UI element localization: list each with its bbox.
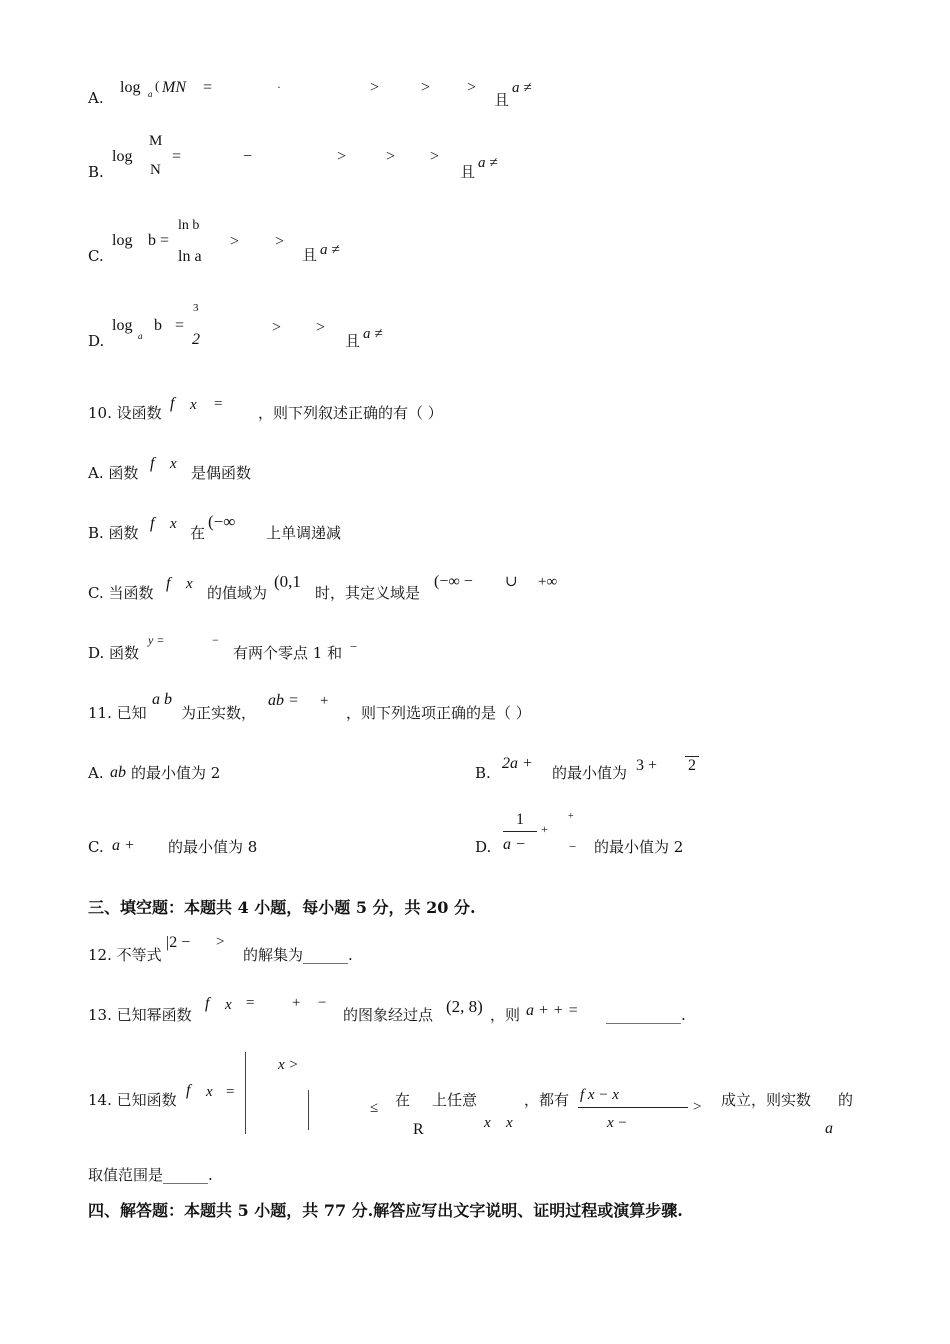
math-fragment: + [320, 693, 329, 709]
math-fragment: (−∞ [208, 512, 236, 531]
option-label: C. [88, 838, 104, 856]
math-fragment: MN [162, 79, 186, 96]
math-fragment: > [230, 233, 240, 250]
math-fragment: f [150, 455, 155, 472]
math-fragment: x [170, 516, 177, 532]
math-fragment: > [316, 319, 326, 336]
option-label: A. [88, 89, 104, 107]
option-label: A. 函数 [88, 464, 139, 482]
option-label: B. [475, 764, 491, 782]
math-fragment: 且 [494, 91, 510, 109]
math-fragment: = [226, 1084, 235, 1100]
math-fragment: f [150, 515, 155, 532]
question-stem: 11. 已知 [88, 704, 147, 722]
question-stem: ，则下列选项正确的是（ ） [346, 704, 531, 722]
math-fragment: = [172, 148, 182, 165]
option-text: 有两个零点 1 和 [233, 644, 343, 662]
math-fragment: log [112, 148, 133, 165]
question-stem: 10. 设函数 [88, 404, 162, 422]
math-fragment: = [203, 79, 213, 96]
math-fragment: (2, 8) [446, 997, 483, 1016]
option-label: D. [475, 838, 492, 856]
math-fragment: +∞ [538, 574, 558, 590]
math-fragment: − [350, 639, 358, 654]
math-fragment: a [148, 89, 153, 99]
math-fragment: x − [607, 1115, 628, 1131]
math-fragment: a ≠ [512, 80, 532, 96]
math-fragment: = [214, 396, 223, 412]
question-stem: 13. 已知幂函数 [88, 1006, 192, 1024]
math-fragment: ≤ [370, 1100, 379, 1116]
piecewise-brace-left [245, 1052, 246, 1134]
math-fragment: 1 [516, 811, 524, 828]
math-fragment: a + + = [526, 1002, 579, 1019]
math-fragment: > [386, 148, 396, 165]
math-fragment: 且 [345, 332, 361, 350]
math-fragment: x [190, 397, 197, 413]
math-fragment: 2 [192, 331, 200, 348]
math-fragment: 2a + [502, 755, 533, 772]
math-fragment: ( [155, 78, 160, 93]
math-fragment: 3 [193, 302, 199, 314]
math-fragment: + [541, 822, 548, 836]
math-fragment: > [275, 233, 285, 250]
math-fragment: + [568, 811, 574, 822]
option-text: 是偶函数 [191, 464, 252, 482]
option-text: 的值域为 [207, 584, 268, 602]
section-heading: 四、解答题：本题共 5 小题，共 77 分.解答应写出文字说明、证明过程或演算步骤. [88, 1201, 683, 1220]
math-fragment: x [186, 576, 193, 592]
math-fragment: a ≠ [363, 326, 383, 342]
option-text: 在 [190, 524, 206, 542]
math-fragment: f [170, 395, 175, 412]
math-fragment: ∪ [505, 574, 518, 590]
math-fragment: f x − x [580, 1087, 619, 1103]
question-text: 上任意 [432, 1091, 478, 1109]
option-text: 时，其定义域是 [315, 584, 421, 602]
math-fragment: > [272, 319, 282, 336]
math-fragment: log [112, 232, 133, 249]
math-fragment: y = [148, 633, 165, 647]
math-fragment: f [205, 995, 210, 1012]
math-fragment: log [112, 317, 133, 334]
math-fragment: 且 [460, 163, 476, 181]
question-stem: 为正实数， [181, 704, 257, 722]
math-fragment: 3 + [636, 757, 658, 774]
question-text: 的图象经过点 [343, 1006, 434, 1024]
math-fragment: a ≠ [320, 242, 340, 258]
piecewise-brace-right [308, 1090, 309, 1130]
math-fragment: N [150, 162, 161, 178]
math-fragment: f [166, 575, 171, 592]
option-label: A. [88, 764, 104, 782]
math-fragment: x [506, 1115, 513, 1131]
math-fragment: a [138, 331, 143, 341]
math-fragment: − [212, 633, 219, 647]
option-label: D. 函数 [88, 644, 140, 662]
math-fragment: ab [110, 764, 126, 781]
math-fragment: (0,1 [274, 572, 301, 591]
option-label: C. 当函数 [88, 584, 154, 602]
math-fragment: > [370, 79, 380, 96]
question-text: ，都有 [524, 1091, 570, 1109]
math-fragment: a + [112, 837, 135, 854]
option-text: 的最小值为 [552, 764, 628, 782]
math-fragment: x [225, 997, 232, 1013]
math-fragment: R [413, 1121, 424, 1138]
option-text: 的最小值为 2 [131, 764, 221, 782]
math-fragment: = [175, 317, 185, 334]
math-fragment: − [243, 148, 253, 165]
math-fragment: f [186, 1082, 191, 1099]
math-fragment: − [318, 995, 327, 1011]
question-text: 的解集为______. [243, 946, 353, 964]
answer-blank[interactable]: 取值范围是______. [88, 1166, 213, 1184]
math-fragment: b [154, 317, 162, 334]
question-stem: 14. 已知函数 [88, 1091, 177, 1109]
math-fragment: 2 [688, 757, 696, 774]
math-fragment: > [693, 1099, 702, 1115]
math-fragment: (−∞ − [434, 573, 473, 590]
answer-blank[interactable]: __________. [606, 1006, 686, 1024]
math-fragment: > [467, 79, 477, 96]
math-fragment: b = [148, 232, 170, 249]
option-label: B. [88, 163, 104, 181]
question-text: 的 [838, 1091, 854, 1109]
question-text: 成立，则实数 [721, 1091, 812, 1109]
math-fragment: · [277, 80, 281, 94]
math-fragment: x [484, 1115, 491, 1131]
math-fragment: x [206, 1084, 213, 1100]
option-text: 的最小值为 2 [594, 838, 684, 856]
math-fragment: > [430, 148, 440, 165]
option-label: B. 函数 [88, 524, 139, 542]
math-fragment: x [170, 456, 177, 472]
question-text: ，则 [490, 1006, 521, 1024]
math-fragment: |2 − [166, 934, 191, 951]
question-text: 在 [395, 1091, 411, 1109]
math-fragment: ln b [178, 218, 200, 233]
math-fragment: a ≠ [478, 155, 498, 171]
question-stem: ，则下列叙述正确的有（ ） [258, 404, 443, 422]
math-fragment: > [337, 148, 347, 165]
math-fragment: ln a [178, 248, 202, 265]
math-fragment: > [421, 79, 431, 96]
option-label: D. [88, 332, 105, 350]
math-fragment: a b [152, 691, 172, 708]
math-fragment: = [246, 995, 255, 1011]
math-fragment: − [569, 839, 577, 854]
math-fragment: a − [503, 836, 526, 853]
math-fragment: > [216, 934, 225, 950]
math-fragment: 且 [302, 246, 318, 264]
option-text: 上单调递减 [266, 524, 342, 542]
math-fragment: ab = [268, 692, 299, 709]
question-stem: 12. 不等式 [88, 946, 162, 964]
math-fragment: + [292, 995, 301, 1011]
math-fragment: x > [278, 1057, 299, 1073]
option-label: C. [88, 247, 104, 265]
math-fragment: log [120, 79, 141, 96]
math-fragment: M [149, 133, 163, 149]
section-heading: 三、填空题：本题共 4 小题，每小题 5 分，共 20 分. [88, 898, 476, 917]
option-text: 的最小值为 8 [168, 838, 258, 856]
math-fragment: a [825, 1120, 833, 1137]
